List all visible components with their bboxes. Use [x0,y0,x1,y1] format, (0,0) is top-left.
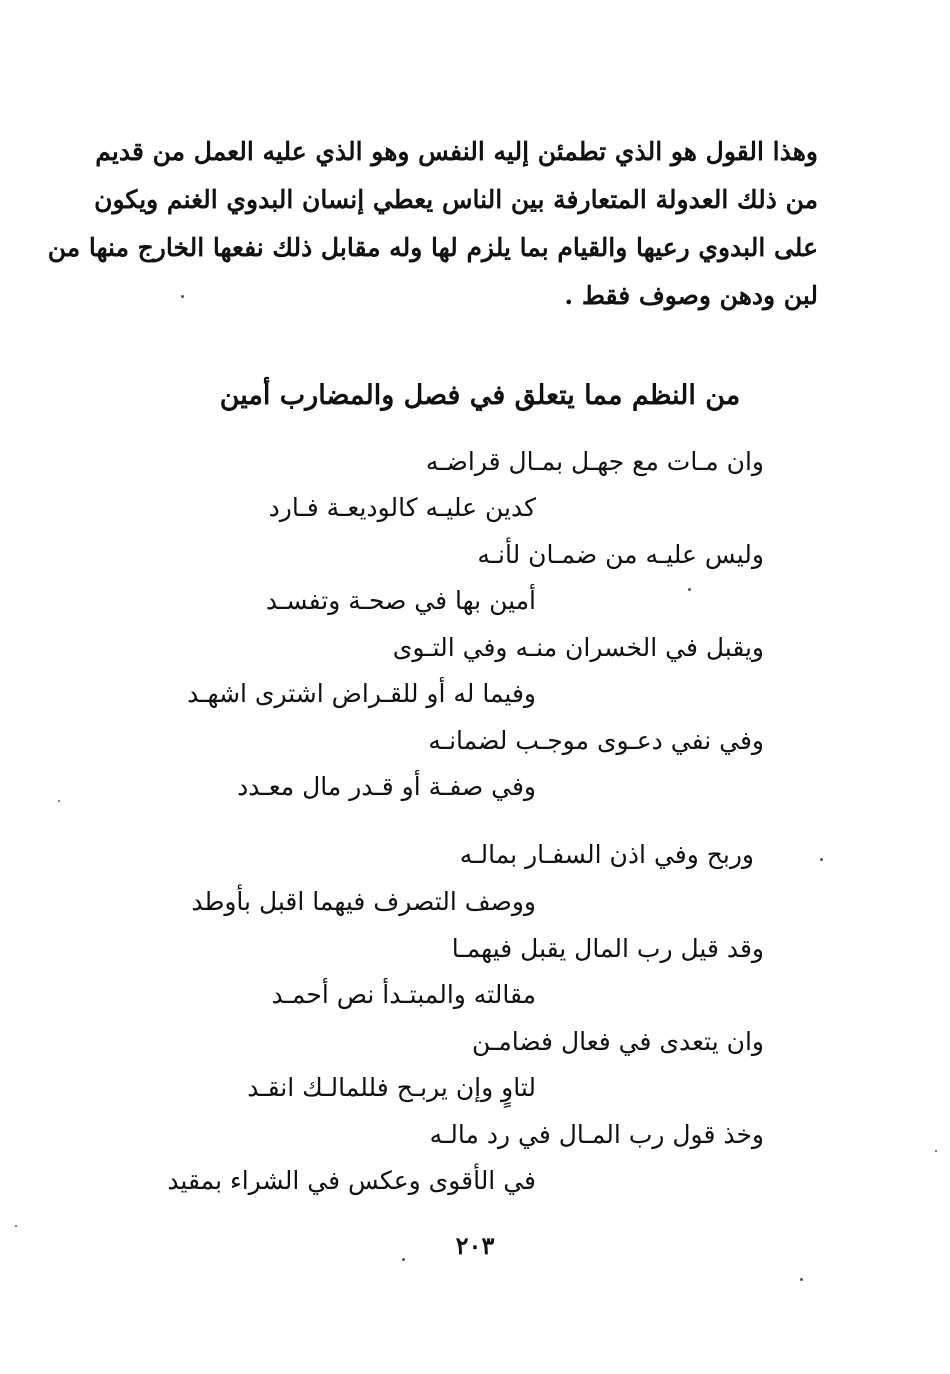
verse-hemistich: في الأقوى وعكس في الشراء بمقيد [167,1166,536,1195]
prose-line: لبن ودهن وصوف فقط . [564,281,818,310]
prose-paragraph [47,128,818,320]
prose-line: وهذا القول هو الذي تطمئن إليه النفس وهو الذي عليه العمل من قديم [95,137,818,166]
verse-hemistich: أمين بها في صحـة وتفسـد [265,586,536,615]
print-speck [820,858,823,861]
verse-hemistich: وقد قيل رب المال يقبل فيهمـا [451,934,764,963]
page-number: ٢٠٣ [455,1231,495,1260]
verse-hemistich: وخذ قول رب المـال في رد مالـه [429,1120,764,1149]
print-speck [800,1278,803,1281]
prose-line: من ذلك العدولة المتعارفة بين الناس يعطي إنسان البدوي الغنم ويكون [94,185,818,214]
verse-hemistich: وان مـات مع جهـل بمـال قراضـه [425,447,764,476]
print-speck [15,1225,17,1227]
verse-hemistich: مقالته والمبتـدأ نص أحمـد [271,980,536,1009]
verse-hemistich: وفيما له أو للقـراض اشترى اشهـد [187,679,536,708]
print-speck [688,588,691,591]
verse-hemistich: ووصف التصرف فيهما اقبل بأوطد [191,887,536,916]
prose-line: على البدوي رعيها والقيام بما يلزم لها وله مقابل ذلك نفعها الخارج منها من [47,233,818,262]
verse-hemistich: لتاوٍ وإن يربـح فللمالـك انقـد [247,1073,536,1102]
verse-hemistich: ويقبل في الخسران منـه وفي التـوى [392,633,764,662]
verse-hemistich: وفي نفي دعـوى موجـب لضمانـه [428,726,764,755]
verse-hemistich: وفي صفـة أو قـدر مال معـدد [237,772,536,801]
print-speck [935,1150,937,1152]
verse-hemistich: وربح وفي اذن السفـار بمالـه [459,840,754,869]
print-speck [402,1258,405,1261]
verse-hemistich: وان يتعدى في فعال فضامـن [472,1027,764,1056]
section-heading: من النظم مما يتعلق في فصل والمضارب أمين [219,380,741,411]
verse-hemistich: وليس عليـه من ضمـان لأنـه [477,540,764,569]
verse-hemistich: كدين عليـه كالوديعـة فـارد [268,493,536,522]
print-speck [181,295,184,298]
print-speck [58,800,60,802]
